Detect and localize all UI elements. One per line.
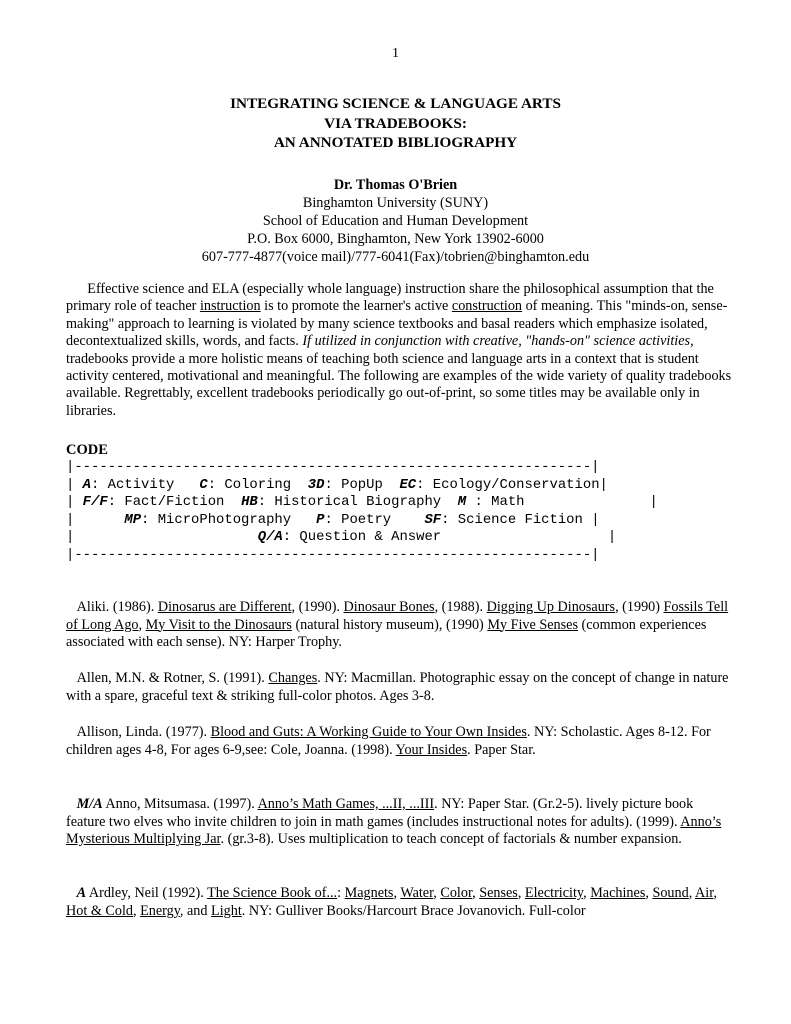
entry-text: , — [713, 885, 717, 901]
entry-text: , — [433, 885, 441, 901]
code-border-bottom: |--------------------------------------------------------------| — [66, 546, 600, 563]
code-key: A — [82, 476, 92, 493]
code-key: MP — [124, 511, 142, 528]
author-block — [0, 176, 791, 266]
intro-text-4: , tradebooks provide a more holistic means of teaching both science and language arts in a context that is student activity centered, motivational and meaningful. The following are examples of the wide variety of quality tradebooks available. Regrettably, excellent tradebooks periodically go out-of-print, so some titles may be available only in libraries. — [66, 333, 732, 419]
page-number: 1 — [392, 46, 399, 61]
title-line-2: VIA TRADEBOOKS: — [324, 114, 467, 132]
intro-underline-instruction: instruction — [199, 298, 261, 315]
code-key: Q/A — [257, 529, 283, 545]
title-line-1: INTEGRATING SCIENCE & LANGUAGE ARTS — [230, 95, 561, 112]
code-heading: CODE — [66, 442, 108, 458]
code-key: C — [199, 476, 208, 493]
entry-allison — [66, 724, 736, 759]
entry-ardley — [66, 885, 736, 920]
entry-allen — [66, 670, 736, 705]
code-desc: : PopUp — [324, 476, 400, 493]
entry-code: A — [76, 885, 87, 901]
code-key: P — [316, 511, 325, 528]
code-desc: : Coloring — [207, 476, 308, 493]
intro-italic-phrase: If utilized in conjunction with creative, "hands-on" science activities — [302, 333, 691, 350]
entry-text: , (1990) — [615, 599, 664, 615]
author-name: Dr. Thomas O'Brien — [333, 177, 458, 193]
intro-text-3: of meaning. This "minds-on, sense-making" approach to learning is violated by many science textbooks and basal readers which emphasize isolated, decontextualized skills, words, and facts. — [66, 298, 728, 350]
entry-text: . (gr.3-8). Uses multiplication to teach concept of factorials & number expansion. — [220, 831, 682, 847]
book-title: Machines — [590, 885, 646, 901]
code-key: M — [457, 494, 467, 510]
code-desc: : Historical Biography — [257, 494, 458, 510]
code-row: | MP: MicroPhotography P: Poetry SF: Science Fiction | — [66, 511, 600, 528]
code-legend-box — [66, 459, 658, 564]
code-desc: : Ecology/Conservation — [416, 476, 600, 493]
entry-text: , — [133, 902, 141, 919]
code-desc: : Fact/Fiction — [107, 494, 242, 510]
entry-text: Allen, M.N. & Rotner, S. (1991). — [76, 670, 269, 686]
book-title: Energy — [140, 902, 180, 919]
code-desc: : MicroPhotography — [141, 511, 317, 528]
book-title: Water — [400, 885, 434, 901]
entry-text: (common experiences associated with each sense). NY: Harper Trophy. — [66, 616, 707, 650]
code-desc: : Math — [466, 494, 525, 510]
entry-text: , — [583, 885, 591, 901]
book-title: Air — [695, 885, 714, 901]
entry-text: , — [138, 616, 146, 633]
entry-text: . Paper Star. — [467, 741, 536, 758]
code-row: | A: Activity C: Coloring 3D: PopUp EC: Ecology/Conservation| — [66, 476, 608, 493]
entry-text: . NY: Gulliver Books/Harcourt Brace Jovanovich. Full-color — [241, 902, 586, 919]
book-title: Electricity — [524, 885, 584, 901]
book-title: The Science Book of... — [207, 885, 338, 901]
code-row: | F/F: Fact/Fiction HB: Historical Biography M : Math | — [66, 494, 658, 510]
book-title: My Five Senses — [487, 616, 578, 633]
book-title: Blood and Guts: A Working Guide to Your Own Insides — [210, 724, 527, 740]
intro-underline-construction: construction — [451, 298, 523, 315]
book-title: Digging Up Dinosaurs — [486, 599, 616, 615]
entry-text: . NY: Scholastic. Ages 8-12. For children ages 4-8, For ages 6-9,see: Cole, Joanna. (1998). — [66, 724, 711, 758]
book-title: Magnets — [344, 885, 394, 901]
book-title: Changes — [268, 670, 318, 686]
entry-text: , — [393, 885, 401, 901]
book-title: Hot & Cold — [66, 902, 134, 919]
book-title: Color — [440, 885, 473, 901]
book-title: Your Insides — [395, 741, 468, 758]
code-desc: : Poetry — [324, 511, 425, 528]
entry-text: , — [517, 885, 525, 901]
book-title: Dinosarus are Different — [157, 599, 292, 615]
author-school: School of Education and Human Development — [262, 213, 529, 229]
entry-text: Anno, Mitsumasa. (1997). — [102, 796, 258, 812]
entry-text: Ardley, Neil (1992). — [86, 885, 208, 901]
book-title: Light — [211, 902, 242, 919]
book-title: My Visit to the Dinosaurs — [145, 616, 292, 633]
code-border-top: |--------------------------------------------------------------| — [66, 459, 600, 475]
entry-text: , — [645, 885, 653, 901]
book-title: Fossils Tell of Long Ago — [66, 599, 729, 633]
book-title: Anno’s Mysterious Multiplying Jar — [66, 813, 722, 847]
entry-text: (natural history museum), (1990) — [291, 616, 488, 633]
title-line-3: AN ANNOTATED BIBLIOGRAPHY — [273, 134, 518, 151]
entry-text: . NY: Macmillan. Photographic essay on the concept of change in nature with a spare, graceful text & striking full-color photos. Ages 3-8. — [66, 670, 729, 704]
entry-text: , — [688, 885, 696, 901]
author-contact: 607-777-4877(voice mail)/777-6041(Fax)/tobrien@binghamton.edu — [201, 249, 590, 265]
code-row: | Q/A: Question & Answer | — [66, 529, 617, 545]
code-key: SF — [424, 511, 442, 528]
code-desc: : Question & Answer — [282, 529, 442, 545]
book-title: Dinosaur Bones — [343, 599, 435, 615]
entry-text: , and — [179, 902, 212, 919]
entry-text: , — [472, 885, 480, 901]
entry-text: , (1990). — [291, 599, 344, 615]
entry-text: Aliki. (1986). — [76, 599, 158, 615]
code-desc: : Science Fiction — [441, 511, 583, 528]
code-key: EC — [399, 476, 417, 493]
entry-text: : — [337, 885, 345, 901]
document-title — [0, 94, 791, 153]
code-key: F/F — [82, 494, 108, 510]
entry-aliki — [66, 599, 736, 652]
intro-paragraph — [66, 281, 736, 420]
entry-code: M/A — [76, 796, 103, 812]
author-address: P.O. Box 6000, Binghamton, New York 13902-6000 — [247, 231, 544, 247]
entry-text: . NY: Paper Star. (Gr.2-5). lively picture book feature two elves who invite children to join in math games (includes instructional notes for adults). (1999). — [66, 796, 694, 830]
book-title: Senses — [479, 885, 518, 901]
entry-text: , (1988). — [434, 599, 487, 615]
intro-text-1: Effective science and ELA (especially whole language) instruction share the philosophical assumption that the primary role of teacher — [66, 281, 714, 315]
book-title: Sound — [652, 885, 689, 901]
book-title: Anno’s Math Games, ...II, ...III — [257, 796, 435, 812]
intro-text-2: is to promote the learner's active — [260, 298, 452, 315]
code-key: HB — [241, 494, 258, 510]
code-key: 3D — [307, 476, 325, 493]
entry-anno — [66, 796, 736, 849]
entry-text: Allison, Linda. (1977). — [76, 724, 211, 740]
code-desc: : Activity — [91, 476, 200, 493]
author-affiliation: Binghamton University (SUNY) — [302, 195, 489, 211]
